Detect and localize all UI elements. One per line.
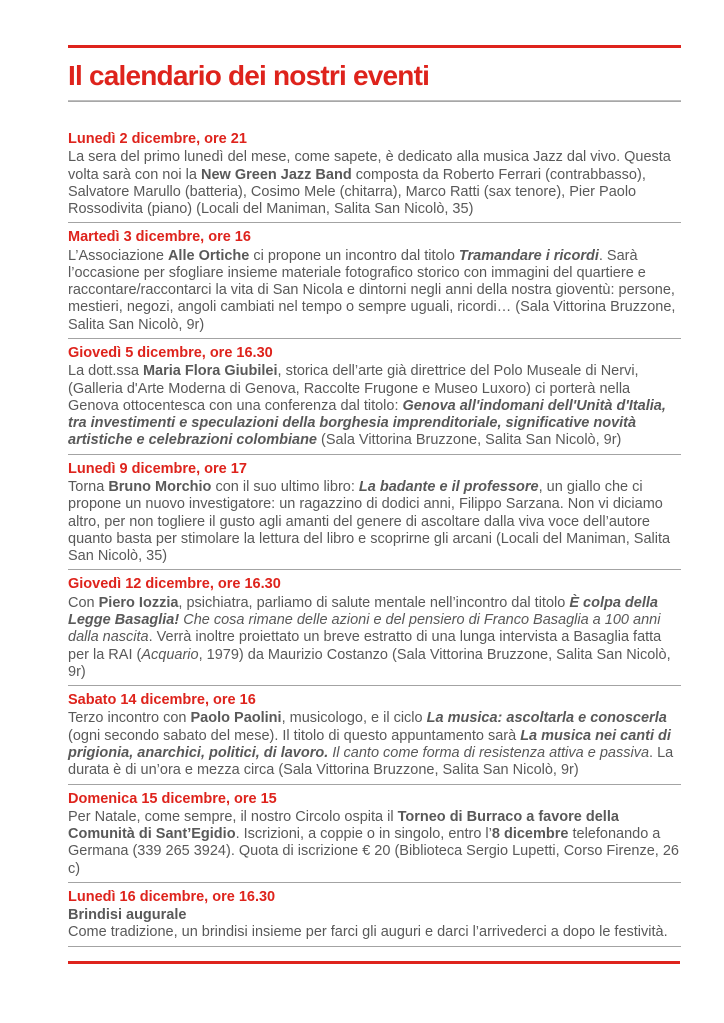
event-paragraph: Con Piero Iozzia, psichiatra, parliamo di salute mentale nell’incontro dal titolo È colpa della Legge Basaglia! Che cosa rimane delle azioni e del pensiero di Franco Basaglia a 100 anni dalla nascita. Verrà inoltre proiettato un breve estratto di una lunga intervista a Basaglia fatta per la RAI (Acquario, 1979) da Maurizio Costanzo (Sala Vittorina Bruzzone, Salita San Nicolò, 9r) xyxy=(68,594,671,680)
event-paragraph: Terzo incontro con Paolo Paolini, musicologo, e il ciclo La musica: ascoltarla e conoscerla (ogni secondo sabato del mese). Il titolo di questo appuntamento sarà La musica nei canti di prigionia, anarchici, politici, di lavoro. Il canto come forma di resistenza attiva e passiva. La durata è di un’ora e mezza circa (Sala Vittorina Bruzzone, Salita San Nicolò, 9r) xyxy=(68,710,674,779)
event-block xyxy=(68,692,681,784)
event-heading: Lunedì 16 dicembre, ore 16.30 xyxy=(68,888,276,905)
event-block xyxy=(68,345,681,455)
event-block xyxy=(68,131,681,223)
event-body xyxy=(68,907,681,942)
event-heading: Giovedì 5 dicembre, ore 16.30 xyxy=(68,345,273,362)
event-block xyxy=(68,791,681,883)
page-content xyxy=(68,0,681,953)
event-paragraph: Come tradizione, un brindisi insieme per farci gli auguri e darci l’arrivederci a dopo le festività. xyxy=(68,924,668,941)
event-heading: Sabato 14 dicembre, ore 16 xyxy=(68,692,256,709)
event-paragraph: Per Natale, come sempre, il nostro Circolo ospita il Torneo di Burraco a favore della Comunità di Sant’Egidio. Iscrizioni, a coppie o in singolo, entro l’8 dicembre telefonando a Germana (339 265 3924). Quota di iscrizione € 20 (Biblioteca Sergio Lupetti, Corso Firenze, 26 c) xyxy=(68,808,679,877)
event-body xyxy=(68,149,681,218)
event-block xyxy=(68,461,681,571)
event-paragraph: La sera del primo lunedì del mese, come sapete, è dedicato alla musica Jazz dal vivo. Questa volta sarà con noi la New Green Jazz Band composta da Roberto Ferrari (contrabbasso), Salvatore Marullo (batteria), Cosimo Mele (chitarra), Marco Ratti (sax tenore), Pier Paolo Rossodivita (piano) (Locali del Maniman, Salita San Nicolò, 35) xyxy=(68,149,671,218)
page-title: Il calendario dei nostri eventi xyxy=(68,60,430,91)
event-block xyxy=(68,229,681,339)
event-body xyxy=(68,363,681,449)
event-paragraph: L’Associazione Alle Ortiche ci propone un incontro dal titolo Tramandare i ricordi. Sarà l’occasione per sfogliare insieme materiale fotografico storico con immagini del quartiere e raccontare/raccontarci la vita di San Nicola e dintorni negli anni della nostra gioventù: persone, mestieri, negozi, angoli cambiati nel tempo o sempre uguali, ricordi… (Sala Vittorina Bruzzone, Salita San Nicolò, 9r) xyxy=(68,247,676,333)
event-body xyxy=(68,710,681,779)
event-paragraph: La dott.ssa Maria Flora Giubilei, storica dell’arte già direttrice del Polo Museale di Nervi, (Galleria d'Arte Moderna di Genova, Raccolte Frugone e Museo Luxoro) ci porterà nella Genova ottocentesca con una conferenza dal titolo: Genova all'indomani dell'Unità d'Italia, tra investimenti e speculazioni della borghesia imprenditoriale, significative novità artistiche e celebrazioni colombiane (Sala Vittorina Bruzzone, Salita San Nicolò, 9r) xyxy=(68,363,666,449)
event-paragraph: Torna Bruno Morchio con il suo ultimo libro: La badante e il professore, un giallo che ci propone un nuovo investigatore: un ragazzino di dodici anni, Filippo Sarzana. Non vi diciamo altro, per non togliere il gusto agli amanti del genere di ascoltare dalla viva voce dell’autore quanto basta per stimolare la lettura del libro e scoprirne gli arcani (Locali del Maniman, Salita San Nicolò, 35) xyxy=(68,478,671,565)
events-list xyxy=(68,131,681,947)
event-heading: Lunedì 9 dicembre, ore 17 xyxy=(68,460,247,477)
event-heading: Domenica 15 dicembre, ore 15 xyxy=(68,790,277,807)
event-heading: Martedì 3 dicembre, ore 16 xyxy=(68,229,251,246)
event-body xyxy=(68,479,681,565)
event-block xyxy=(68,576,681,686)
event-body xyxy=(68,595,681,681)
event-block xyxy=(68,889,681,947)
event-heading: Lunedì 2 dicembre, ore 21 xyxy=(68,131,247,147)
event-body xyxy=(68,809,681,878)
top-red-rule xyxy=(68,45,681,48)
event-paragraph: Brindisi augurale xyxy=(68,907,187,924)
title-divider xyxy=(68,100,681,102)
bottom-red-rule xyxy=(68,961,680,964)
event-heading: Giovedì 12 dicembre, ore 16.30 xyxy=(68,576,281,593)
event-body xyxy=(68,248,681,334)
